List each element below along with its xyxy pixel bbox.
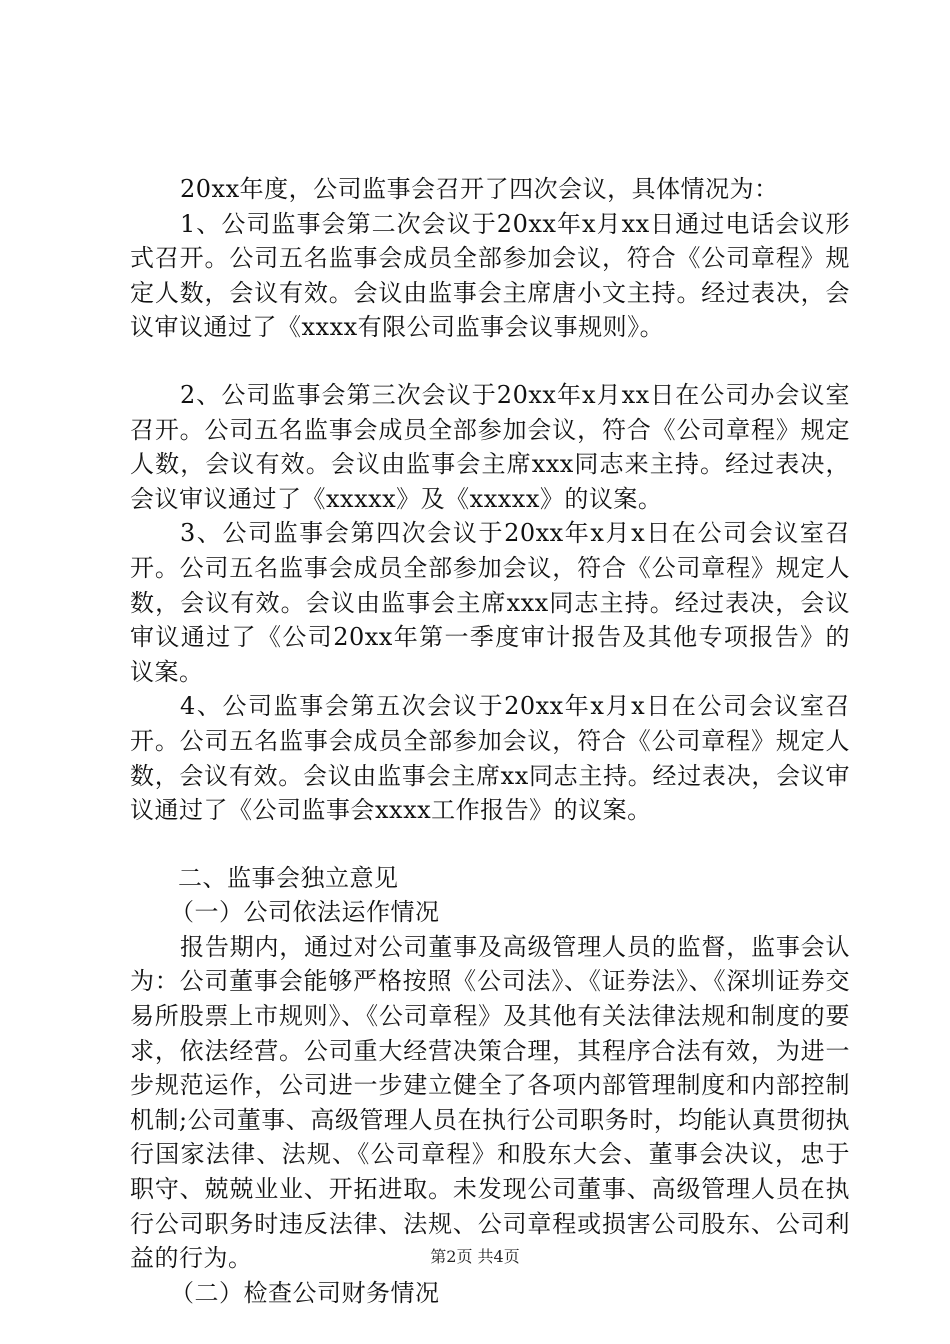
meeting-1-paragraph: 1、公司监事会第二次会议于20xx年x月xx日通过电话会议形式召开。公司五名监事会成员全部参加会议，符合《公司章程》规定人数，会议有效。会议由监事会主席唐小文主持。经过表决，会议审议通过了《xxxx有限公司监事会议事规则》。: [130, 209, 850, 342]
intro-paragraph: 20xx年度，公司监事会召开了四次会议，具体情况为：: [180, 175, 779, 203]
paragraph-gap: [130, 828, 850, 861]
page-footer: 第2页 共4页: [430, 1247, 520, 1266]
document-body: [130, 172, 850, 1310]
subsection-1-heading: （一）公司依法运作情况: [170, 898, 440, 927]
meeting-3-paragraph: 3、公司监事会第四次会议于20xx年x月x日在公司会议室召开。公司五名监事会成员全部参加会议，符合《公司章程》规定人数，会议有效。会议由监事会主席xxx同志主持。经过表决，会议审议通过了《公司20xx年第一季度审计报告及其他专项报告》的议案。: [130, 519, 850, 686]
meeting-4-paragraph: 4、公司监事会第五次会议于20xx年x月x日在公司会议室召开。公司五名监事会成员全部参加会议，符合《公司章程》规定人数，会议有效。会议由监事会主席xx同志主持。经过表决，会议审议通过了《公司监事会xxxx工作报告》的议案。: [130, 692, 850, 825]
paragraph-gap: [130, 345, 850, 378]
meeting-2-paragraph: 2、公司监事会第三次会议于20xx年x月xx日在公司办会议室召开。公司五名监事会成员全部参加会议，符合《公司章程》规定人数，会议有效。会议由监事会主席xxx同志来主持。经过表决，会议审议通过了《xxxxx》及《xxxxx》的议案。: [130, 380, 850, 513]
subsection-1-paragraph: 报告期内，通过对公司董事及高级管理人员的监督，监事会认为：公司董事会能够严格按照《公司法》、《证券法》、《深圳证券交易所股票上市规则》、《公司章程》及其他有关法律法规和制度的要求，依法经营。公司重大经营决策合理，其程序合法有效，为进一步规范运作，公司进一步建立健全了各项内部管理制度和内部控制机制;公司董事、高级管理人员在执行公司职务时，均能认真贯彻执行国家法律、法规、《公司章程》和股东大会、董事会决议，忠于职守、兢兢业业、开拓进取。未发现公司董事、高级管理人员在执行公司职务时违反法律、法规、公司章程或损害公司股东、公司利益的行为。: [130, 932, 850, 1273]
section-2-heading: 二、监事会独立意见: [178, 863, 399, 892]
subsection-2-heading: （二）检查公司财务情况: [170, 1278, 440, 1307]
